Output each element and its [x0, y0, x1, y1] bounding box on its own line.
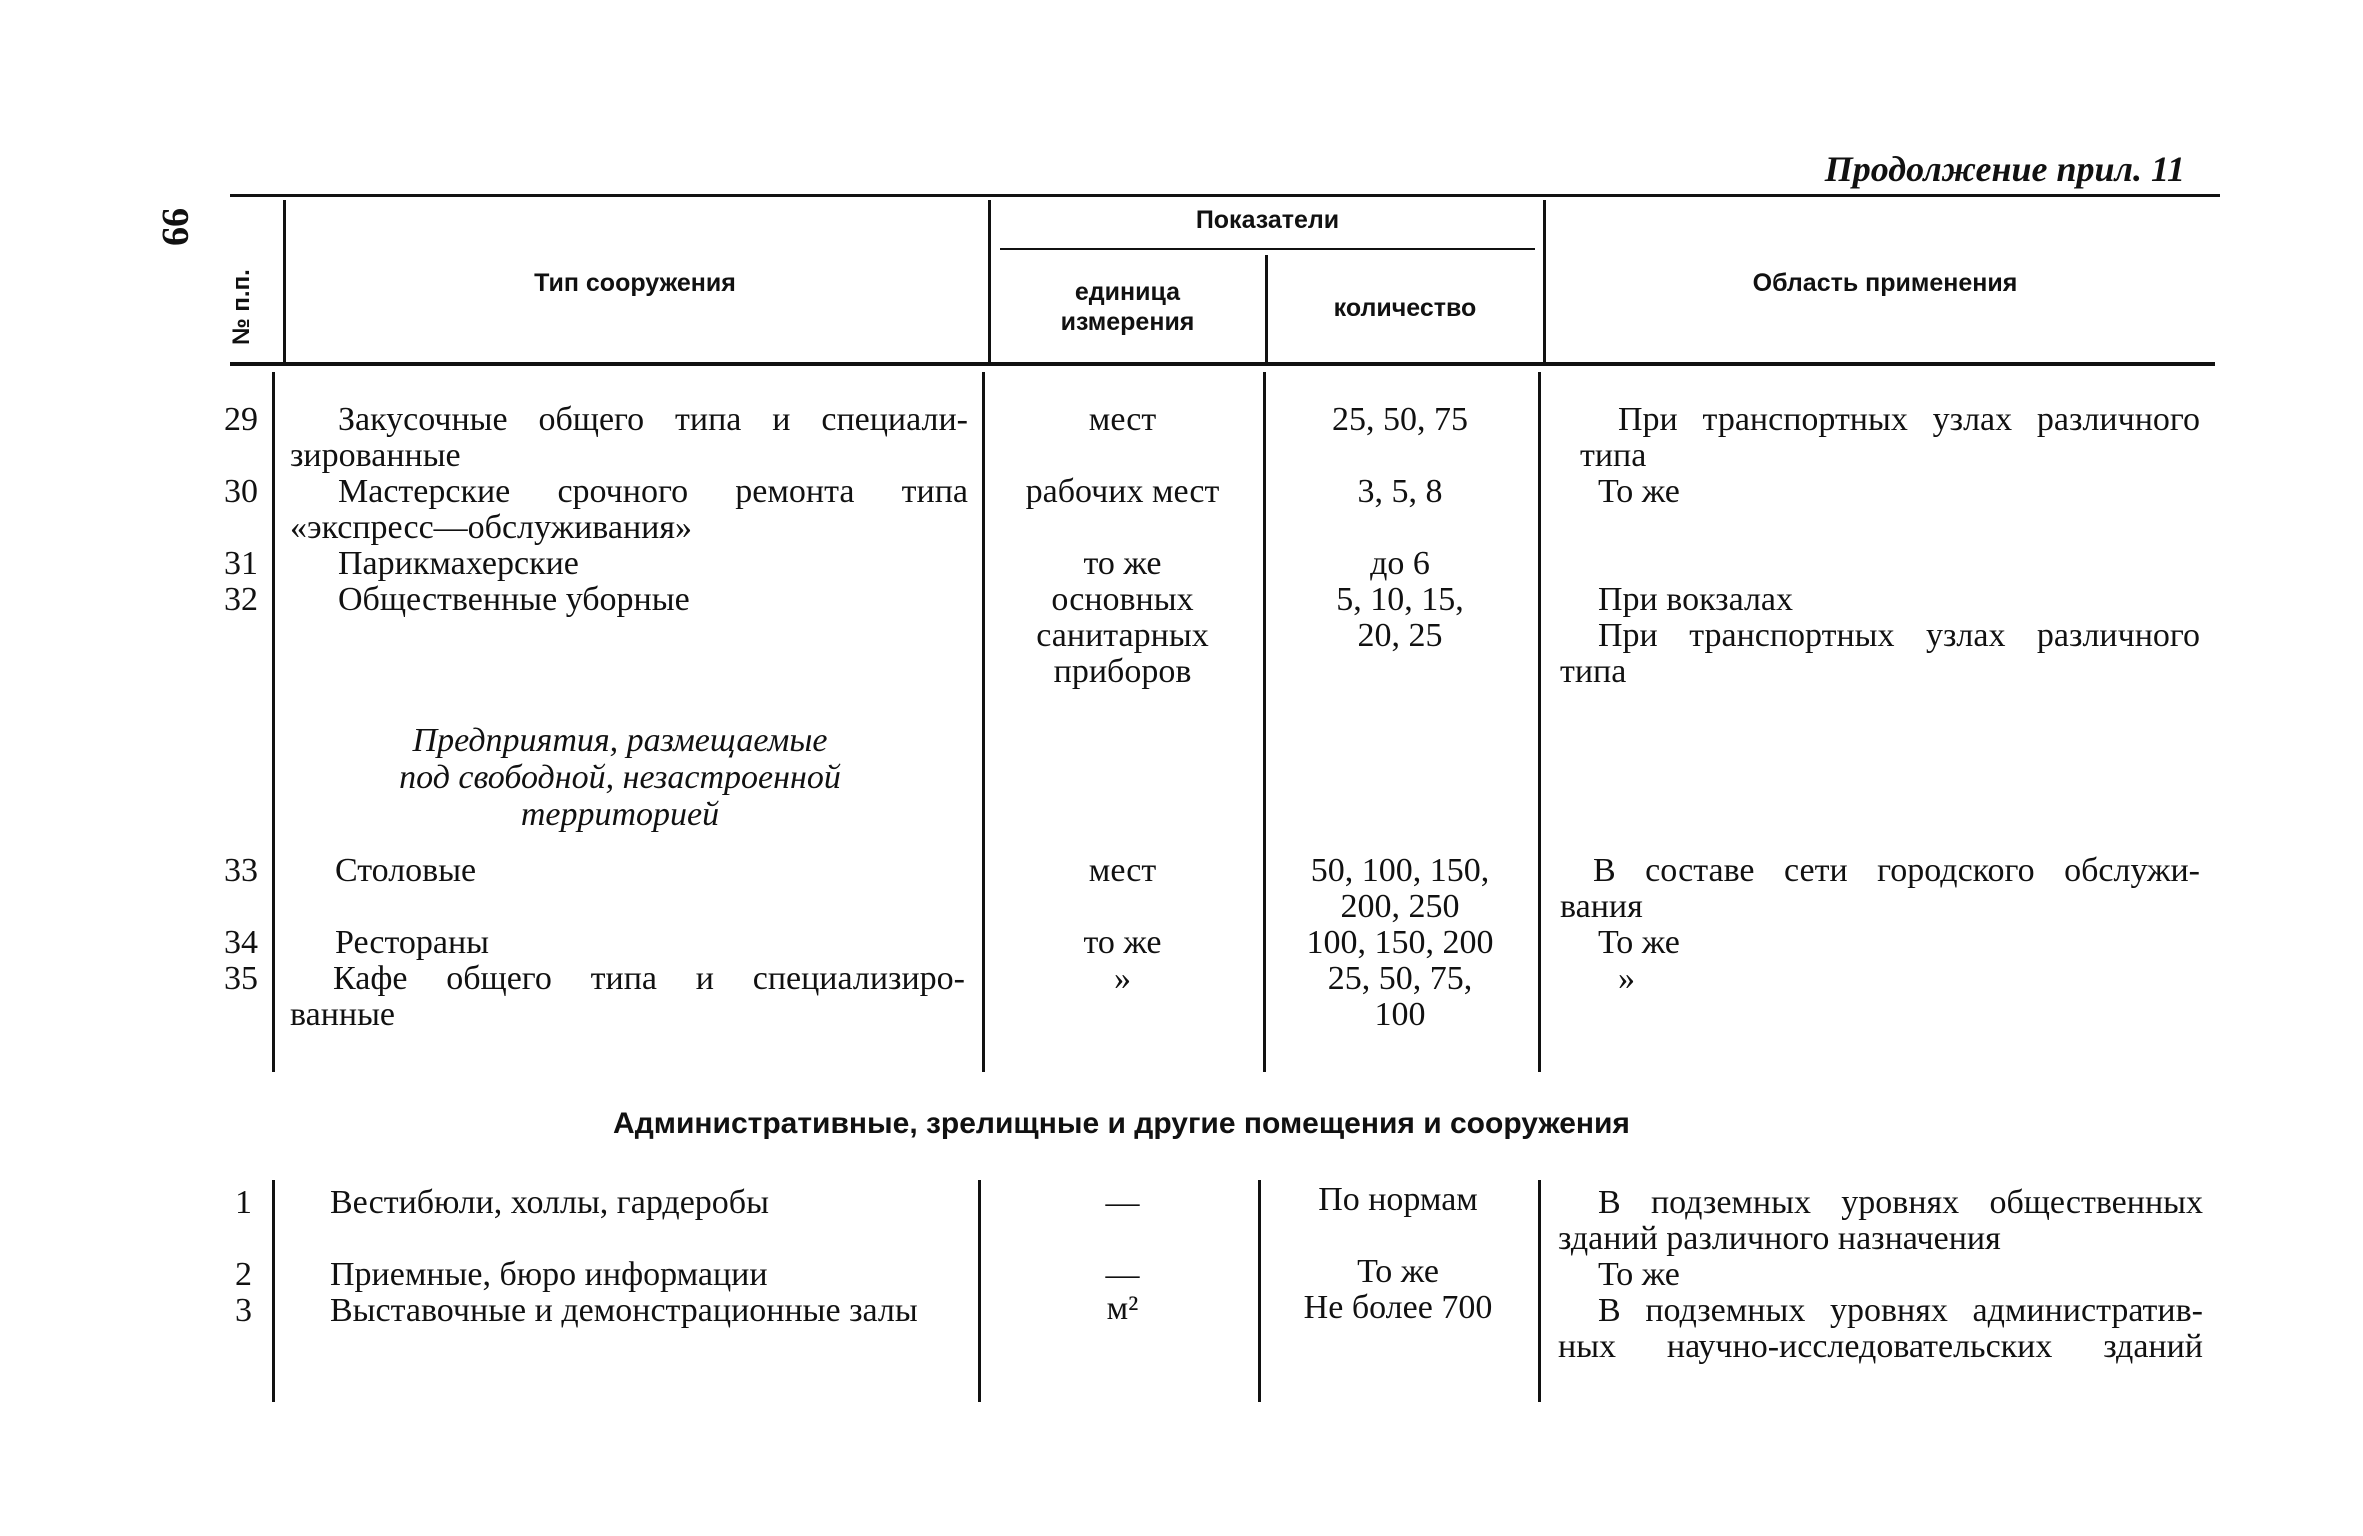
row-type-cont: «экспресс—обслуживания»	[290, 509, 692, 546]
row-qty: 25, 50, 75	[1332, 401, 1468, 438]
row-num: 34	[224, 924, 258, 961]
row-num: 3	[235, 1292, 252, 1329]
row-unit: —	[1105, 1184, 1140, 1221]
header-divider-2	[988, 200, 991, 362]
row-area-cont: типа	[1560, 653, 1627, 690]
header-divider-3	[1265, 255, 1268, 362]
row-qty-cont: 200, 250	[1340, 888, 1460, 925]
header-bottom-rule	[230, 362, 2215, 366]
row-area: В составе сети городского обслужи-	[1593, 852, 2200, 889]
row-area: При вокзалах	[1598, 581, 1794, 618]
body-divider-1	[272, 372, 275, 1072]
row-type: Общественные уборные	[338, 581, 690, 618]
row-type: Столовые	[335, 852, 477, 889]
row-qty: 25, 50, 75,	[1327, 960, 1473, 997]
row-unit: м²	[1106, 1290, 1139, 1327]
body-divider-2b	[978, 1180, 981, 1402]
row-area-cont: типа	[1580, 437, 1647, 474]
row-unit: мест	[1088, 852, 1157, 889]
row-num: 31	[224, 545, 258, 582]
row-num: 32	[224, 581, 258, 618]
row-area-cont: зданий различного назначения	[1558, 1220, 2001, 1257]
row-type-cont: зированные	[290, 437, 461, 474]
row-type: Выставочные и демонстрационные залы	[330, 1292, 918, 1329]
row-area-cont: ных научно-исследовательских зданий	[1558, 1328, 2203, 1365]
row-unit: основных	[1051, 581, 1194, 618]
row-area: »	[1618, 960, 1635, 997]
row-qty: 5, 10, 15,	[1336, 581, 1464, 618]
header-area: Область применения	[1752, 269, 2018, 297]
continuation-label: Продолжение прил. 11	[1824, 149, 2185, 189]
row-area: То же	[1598, 473, 1680, 510]
row-area: То же	[1598, 924, 1680, 961]
row-unit: рабочих мест	[1025, 473, 1220, 510]
row-unit-cont: санитарных	[1036, 617, 1209, 654]
row-num: 29	[224, 401, 258, 438]
header-unit: единица измерения	[1060, 278, 1195, 336]
row-num: 30	[224, 473, 258, 510]
indicators-rule	[1000, 248, 1535, 250]
row-num: 33	[224, 852, 258, 889]
row-qty: То же	[1357, 1253, 1439, 1290]
header-qty: количество	[1333, 294, 1477, 322]
table-top-rule	[230, 194, 2220, 197]
row-type: Приемные, бюро информации	[330, 1256, 768, 1293]
row-num: 2	[235, 1256, 252, 1293]
header-num: № п.п.	[228, 269, 255, 345]
row-area: То же	[1598, 1256, 1680, 1293]
header-divider-4	[1543, 200, 1546, 362]
row-qty: Не более 700	[1303, 1289, 1493, 1326]
header-divider-1	[283, 200, 286, 362]
row-area: В подземных уровнях общественных	[1598, 1184, 2203, 1221]
row-type: Закусочные общего типа и специали-	[338, 401, 968, 438]
row-area-cont: При транспортных узлах различного	[1598, 617, 2200, 654]
row-area: При транспортных узлах различного	[1618, 401, 2200, 438]
body-divider-4	[1538, 372, 1541, 1072]
row-qty: 3, 5, 8	[1357, 473, 1443, 510]
row-qty: 50, 100, 150,	[1310, 852, 1490, 889]
row-qty-cont: 20, 25	[1357, 617, 1443, 654]
section-heading: Административные, зрелищные и другие помещения и сооружения	[613, 1107, 1630, 1140]
row-unit-cont: приборов	[1053, 653, 1192, 690]
row-type-cont: ванные	[290, 996, 396, 1033]
page-number: 99	[154, 208, 196, 246]
section-title-line: Предприятия, размещаемые	[412, 722, 828, 759]
row-type: Рестораны	[335, 924, 490, 961]
row-area-cont: вания	[1560, 888, 1643, 925]
row-unit: »	[1114, 960, 1131, 997]
row-qty: 100, 150, 200	[1306, 924, 1494, 961]
body-divider-3	[1263, 372, 1266, 1072]
row-unit: —	[1105, 1256, 1140, 1293]
section-title-line: территорией	[520, 796, 720, 833]
row-type: Вестибюли, холлы, гардеробы	[330, 1184, 769, 1221]
row-qty-cont: 100	[1374, 996, 1426, 1033]
row-num: 35	[224, 960, 258, 997]
row-unit: мест	[1088, 401, 1157, 438]
row-qty: По нормам	[1318, 1181, 1478, 1218]
row-qty: до 6	[1370, 545, 1430, 582]
header-type: Тип сооружения	[534, 269, 736, 297]
row-type: Мастерские срочного ремонта типа	[338, 473, 968, 510]
header-indicators: Показатели	[1195, 206, 1340, 234]
row-num: 1	[235, 1184, 252, 1221]
row-area: В подземных уровнях административ-	[1598, 1292, 2203, 1329]
row-type: Кафе общего типа и специализиро-	[333, 960, 965, 997]
row-unit: то же	[1083, 545, 1162, 582]
row-unit: то же	[1083, 924, 1162, 961]
row-type: Парикмахерские	[338, 545, 579, 582]
section-title-line: под свободной, незастроенной	[399, 759, 841, 796]
body-divider-4b	[1538, 1180, 1541, 1402]
body-divider-1b	[272, 1180, 275, 1402]
